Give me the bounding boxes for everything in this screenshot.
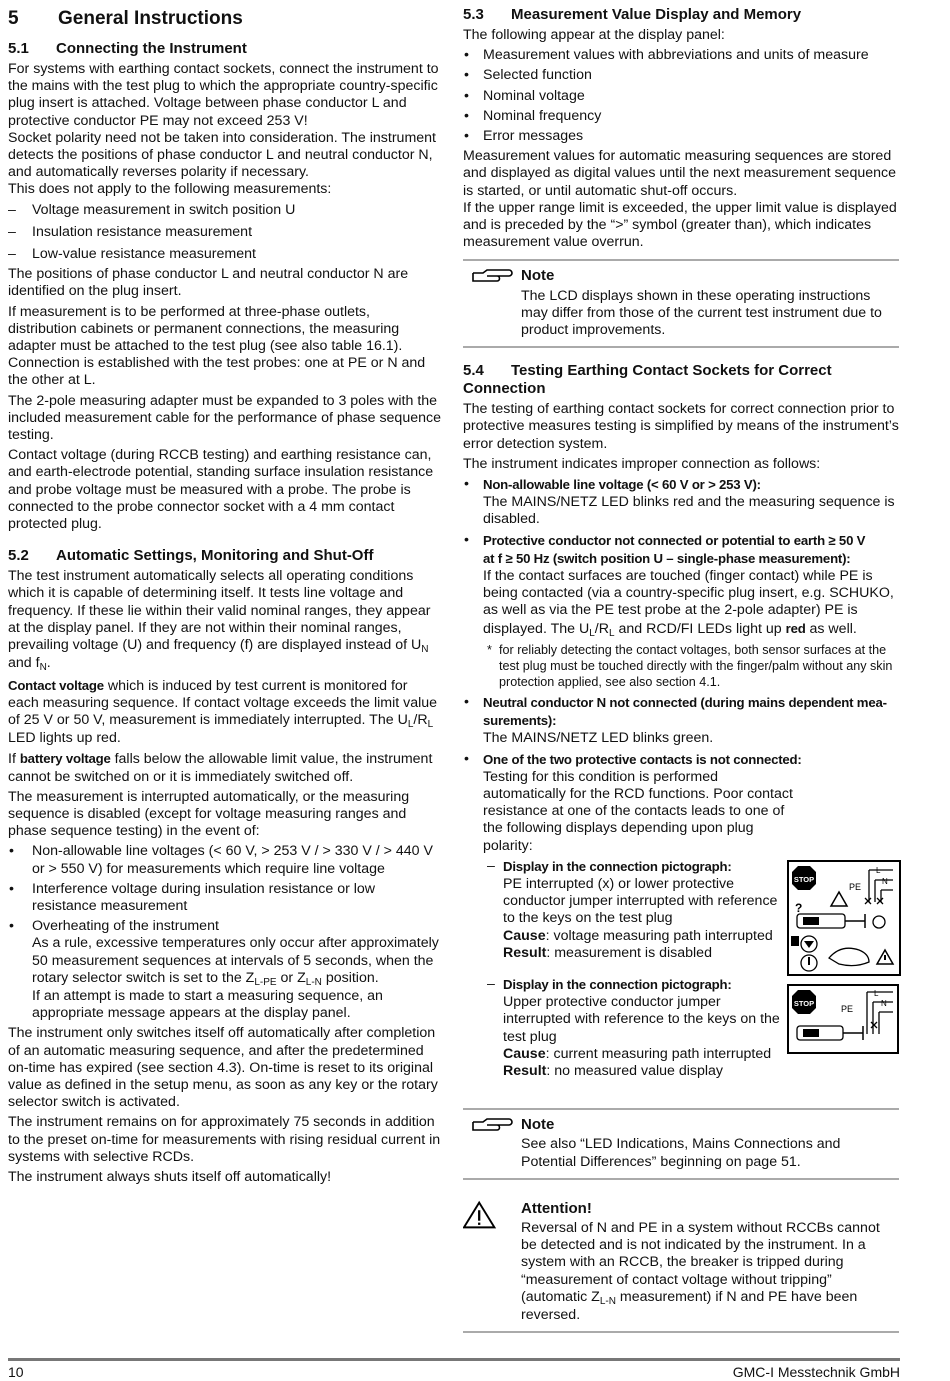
list-item: • Nominal voltage xyxy=(463,88,899,105)
section-5-3-heading: 5.3 Measurement Value Display and Memory xyxy=(463,6,802,23)
paragraph: The measurement is interrupted automatically, or the measuring sequence is disabled (except for voltage measuring ranges and phase sequence testing) in the event of: xyxy=(8,788,410,840)
list-item: • One of the two protective contacts is not connected: Testing for this condition is performed automatically for the RCD functions. Poor contact resistance at one of the contacts leads to one of the following displays depending upon plug polarity: xyxy=(463,751,899,855)
footnote: * for reliably detecting the contact voltages, both sensor surfaces at the test plug must be touched directly with the finger/palm without any skin protection applied, see also section 4.1. xyxy=(487,642,893,689)
list-item: • Selected function xyxy=(463,67,899,84)
note-box xyxy=(463,1108,899,1180)
note-text: See also “LED Indications, Mains Connections and Potential Differences” beginning on page 51. xyxy=(521,1136,841,1170)
right-column xyxy=(463,6,899,1347)
list-item: • Non-allowable line voltage (< 60 V or > 253 V): The MAINS/NETZ LED blinks red and the measuring sequence is disabled. xyxy=(463,476,899,529)
paragraph: The testing of earthing contact sockets for correct connection prior to protective measures testing is simplified by means of the instrument’s error detection system. xyxy=(463,401,899,452)
left-column xyxy=(8,6,442,1189)
paragraph: This does not apply to the following measurements: xyxy=(8,181,332,198)
attention-body xyxy=(521,1200,899,1324)
l-label: L xyxy=(876,866,881,875)
pictograph-1-drawing xyxy=(789,862,899,974)
l-label: L xyxy=(874,989,879,998)
paragraph: If battery voltage falls below the allowable limit value, the instrument cannot be switched on or it is immediately switched off. xyxy=(8,751,433,785)
pointing-hand-icon xyxy=(471,1116,513,1134)
bullet-list xyxy=(463,694,899,855)
company-name: GMC-I Messtechnik GmbH xyxy=(732,1364,900,1380)
list-item: • Overheating of the instrument As a rule, excessive temperatures only occur after approximately 50 measurement sequences at intervals of 5 seconds, when the rotary selector switch is set to the $Z_{L-PE}$ or $Z_{L-N}$ position. If an attempt is made to start a measuring sequence, an appropriate message appears at the display panel. xyxy=(8,918,442,1022)
pe-label: PE xyxy=(841,1004,854,1014)
paragraph: Contact voltage which is induced by test current is monitored for each measuring sequence. If contact voltage exceeds the limit value of 25 V or 50 V, measurement is immediately interrupted. The $U_L/R_L$ LED lights up red. xyxy=(8,677,438,747)
list-item: • Non-allowable line voltages (< 60 V, > 253 V / > 330 V / > 440 V or > 550 V) for measurements which require line voltage xyxy=(8,843,442,877)
connection-pictograph-1 xyxy=(787,860,901,976)
paragraph: The 2-pole measuring adapter must be expanded to 3 poles with the included measurement cable for the performance of phase sequence testing. xyxy=(8,392,441,444)
paragraph: The instrument remains on for approximately 75 seconds in addition to the preset on-time for measurements with rising residual current in systems with selective RCDs. xyxy=(8,1114,441,1165)
note-body xyxy=(521,267,899,339)
note-heading: Note xyxy=(521,267,555,285)
paragraph: The instrument indicates improper connection as follows: xyxy=(463,455,821,472)
section-5-2-heading: 5.2 Automatic Settings, Monitoring and Shut-Off xyxy=(8,547,374,565)
paragraph: The instrument always shuts itself off automatically! xyxy=(8,1168,332,1185)
paragraph: If the upper range limit is exceeded, the upper limit value is displayed and is preceded by the “>” symbol (greater than), which indicates measurement value overrun. xyxy=(463,199,897,251)
n-label: N xyxy=(882,877,888,886)
list-item: • Measurement values with abbreviations and units of measure xyxy=(463,47,899,64)
pictograph-2-drawing xyxy=(789,986,897,1052)
list-item: – Insulation resistance measurement xyxy=(8,224,442,241)
page-number: 10 xyxy=(8,1364,24,1380)
paragraph: Socket polarity need not be taken into consideration. The instrument detects the positions of phase conductor L and neutral conductor N, and automatically reverses polarity if necessary. xyxy=(8,129,436,181)
footer-rule xyxy=(8,1358,900,1361)
list-item: • Nominal frequency xyxy=(463,108,899,125)
pe-label: PE xyxy=(849,882,862,892)
bullet-list xyxy=(8,843,442,1022)
pointing-hand-icon xyxy=(471,267,513,285)
paragraph: For systems with earthing contact sockets, connect the instrument to the mains with the test plug to which the appropriate country-specific plug insert is attached. Voltage between phase conductor L and protective conductor PE may not exceed 253 V! xyxy=(8,61,439,129)
stop-sign-label: STOP xyxy=(793,999,815,1008)
note-text: The LCD displays shown in these operating instructions may differ from those of the current test instrument due to product improvements. xyxy=(521,287,882,339)
svg-text:?: ? xyxy=(795,901,803,915)
section-5-1-heading: 5.1 Connecting the Instrument xyxy=(8,40,247,57)
display-description-1: – Display in the connection pictograph: PE interrupted (x) or lower protective conductor jumper interrupted with reference to the keys on the test plug Cause: voltage measuring path interrupted Result: measurement is disabled xyxy=(487,857,778,961)
dash-list xyxy=(8,202,442,264)
list-item: • Interference voltage during insulation resistance or low resistance measurement xyxy=(8,881,442,915)
attention-text: Reversal of N and PE in a system without RCCBs cannot be detected and is not indicated by the instrument. In a system with an RCCB, the breaker is tripped during “measurement of contact voltage without tripping” (automatic $Z_{L-N}$ measurement) if N and PE have been reversed. xyxy=(521,1219,880,1323)
list-item: • Neutral conductor N not connected (during mains dependent measurements): The MAINS/NETZ LED blinks green. xyxy=(463,694,899,748)
stop-sign-label: STOP xyxy=(793,875,815,884)
paragraph: The positions of phase conductor L and neutral conductor N are identified on the plug insert. xyxy=(8,266,409,300)
n-label: N xyxy=(881,999,887,1008)
paragraph: The instrument only switches itself off automatically after completion of an automatic measuring sequence, and after the predetermined on-time has expired (see section 4.3). On-time is reset to its original value as defined in the setup menu, as soon as any key or the rotary selector switch is activated. xyxy=(8,1025,438,1111)
paragraph: The following appear at the display panel: xyxy=(463,27,725,43)
section-5-heading: 5 General Instructions xyxy=(8,8,243,29)
note-box xyxy=(463,259,899,348)
paragraph: Contact voltage (during RCCB testing) and earthing resistance can, and earth-electrode potential, standing surface insulation resistance and probe voltage must be measured with a probe. The probe is connected to the probe connector socket with a 4 mm contact protected plug. xyxy=(8,447,434,533)
paragraph: If measurement is to be performed at three-phase outlets, distribution cabinets or permanent connections, the measuring adapter must be attached to the test plug (see also table 16.1). Connection is established with the test probes: one at PE or N and the other at L. xyxy=(8,303,426,389)
warning-triangle-icon xyxy=(463,1200,503,1230)
list-item: • Error messages xyxy=(463,128,899,145)
list-item: – Low-value resistance measurement xyxy=(8,246,442,263)
attention-heading: Attention! xyxy=(521,1199,592,1217)
bullet-list xyxy=(463,47,899,145)
display-description-2: – Display in the connection pictograph: Upper protective conductor jumper interrupted with reference to the keys on the test plug Cause: current measuring path interrupted Result: no measured value display xyxy=(487,975,780,1079)
bullet-list xyxy=(463,476,899,639)
attention-box xyxy=(463,1194,899,1333)
connection-pictograph-2 xyxy=(787,984,899,1054)
list-item: – Voltage measurement in switch position U xyxy=(8,202,442,219)
paragraph: Measurement values for automatic measuring sequences are stored and displayed as digital values until the next measurement sequence is started, or until automatic shut-off occurs. xyxy=(463,148,896,199)
list-item: • Protective conductor not connected or potential to earth ≥ 50 V at f ≥ 50 Hz (switch position U – single-phase measurement): If the contact surfaces are touched (finger contact) while PE is being contacted (via a country-specific plug insert, e.g. SCHUKO, as well as via the PE test probe at the 2-pole adapter) PE is displayed. The $U_L/R_L$ and RCD/FI LEDs light up red as well. xyxy=(463,532,899,639)
paragraph: The test instrument automatically selects all operating conditions which it is capable of determining itself. It tests line voltage and frequency. If these lie within their valid nominal ranges, they appear at the display panel. If they are not within their nominal ranges, prevailing voltage (U) and frequency (f) are displayed instead of $U_N$ and $f_N$. xyxy=(8,568,431,674)
note-body xyxy=(521,1116,899,1171)
section-5-4-heading: 5.4 Testing Earthing Contact Sockets for Correct Connection xyxy=(463,362,832,398)
note-heading: Note xyxy=(521,1116,555,1134)
